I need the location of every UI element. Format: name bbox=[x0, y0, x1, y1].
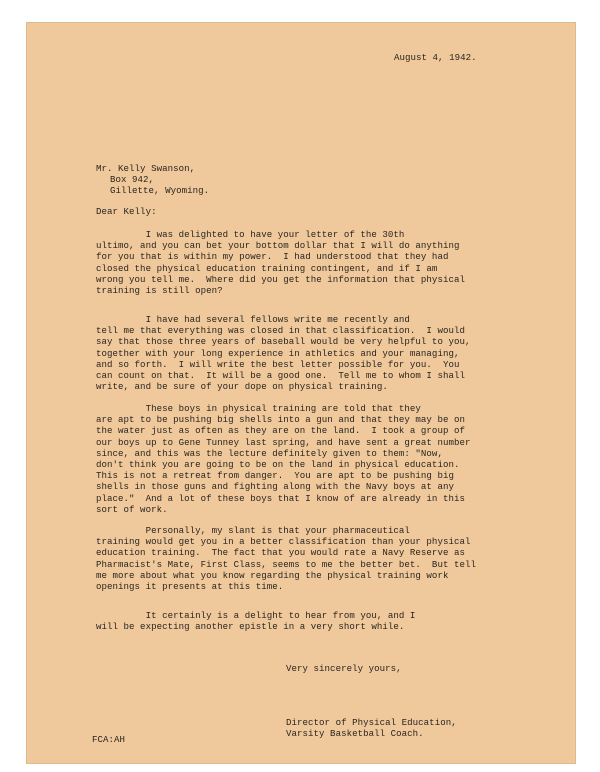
paragraph-line: shells in those guns and fighting along with the Navy boys at any bbox=[96, 481, 454, 493]
paragraph-line: sort of work. bbox=[96, 503, 168, 515]
paragraph-line: our boys up to Gene Tunney last spring, and have sent a great number bbox=[96, 436, 471, 448]
paragraph-line: Pharmacist's Mate, First Class, seems to me the better bet. But tell bbox=[96, 558, 476, 570]
paragraph-line: This is not a retreat from danger. You are apt to be pushing big bbox=[96, 470, 454, 482]
paragraph-line: wrong you tell me. Where did you get the information that physical bbox=[96, 273, 465, 285]
paragraph-5 bbox=[96, 610, 415, 632]
paragraph-line: me more about what you know regarding the physical training work bbox=[96, 569, 449, 581]
paragraph-line: since, and this was the lecture definitely given to them: "Now, bbox=[96, 447, 443, 459]
salutation: Dear Kelly: bbox=[96, 206, 157, 217]
signature-title-2: Varsity Basketball Coach. bbox=[286, 728, 424, 740]
paragraph-line: are apt to be pushing big shells into a gun and that they may be on bbox=[96, 414, 465, 426]
paragraph-3 bbox=[96, 403, 471, 515]
letter-paper bbox=[26, 22, 576, 764]
paragraph-2 bbox=[96, 314, 471, 392]
paragraph-line: write, and be sure of your dope on physical training. bbox=[96, 381, 388, 393]
paragraph-line: closed the physical education training contingent, and if I am bbox=[96, 262, 438, 274]
paragraph-line: don't think you are going to be on the land in physical education. bbox=[96, 459, 460, 471]
paragraph-line: can count on that. It will be a good one. Tell me to whom I shall bbox=[96, 370, 465, 382]
paragraph-line: for you that is within my power. I had understood that they had bbox=[96, 251, 449, 263]
paragraph-line: tell me that everything was closed in that classification. I would bbox=[96, 325, 465, 337]
paragraph-4 bbox=[96, 525, 476, 592]
paragraph-line: place." And a lot of these boys that I know of are already in this bbox=[96, 492, 465, 504]
recipient-address bbox=[96, 163, 209, 197]
paragraph-line: the water just as often as they are on the land. I took a group of bbox=[96, 425, 465, 437]
paragraph-line: Personally, my slant is that your pharmaceutical bbox=[96, 525, 410, 536]
typist-initials: FCA:AH bbox=[92, 734, 126, 745]
letter-date: August 4, 1942. bbox=[394, 52, 477, 63]
recipient-address-line-2: Gillette, Wyoming. bbox=[110, 185, 210, 197]
paragraph-line: say that those three years of baseball would be very helpful to you, bbox=[96, 336, 471, 348]
signature-title-1: Director of Physical Education, bbox=[286, 717, 457, 728]
signature-block bbox=[286, 717, 457, 739]
paragraph-line: education training. The fact that you would rate a Navy Reserve as bbox=[96, 547, 465, 559]
recipient-address-line-1: Box 942, bbox=[110, 174, 155, 186]
paragraph-line: training would get you in a better classification than your physical bbox=[96, 536, 471, 548]
paragraph-line: together with your long experience in athletics and your managing, bbox=[96, 347, 460, 359]
paragraph-line: These boys in physical training are told that they bbox=[96, 403, 421, 414]
paragraph-line: ultimo, and you can bet your bottom dollar that I will do anything bbox=[96, 240, 460, 252]
paragraph-line: openings it presents at this time. bbox=[96, 581, 284, 593]
paragraph-line: I have had several fellows write me recently and bbox=[96, 314, 410, 325]
recipient-name: Mr. Kelly Swanson, bbox=[96, 163, 196, 174]
paragraph-1 bbox=[96, 229, 465, 296]
closing: Very sincerely yours, bbox=[286, 663, 402, 674]
paragraph-line: It certainly is a delight to hear from you, and I bbox=[96, 610, 416, 621]
paragraph-line: I was delighted to have your letter of the 30th bbox=[96, 229, 405, 240]
paragraph-line: and so forth. I will write the best letter possible for you. You bbox=[96, 358, 460, 370]
paragraph-line: training is still open? bbox=[96, 285, 223, 297]
paragraph-line: will be expecting another epistle in a very short while. bbox=[96, 621, 405, 633]
